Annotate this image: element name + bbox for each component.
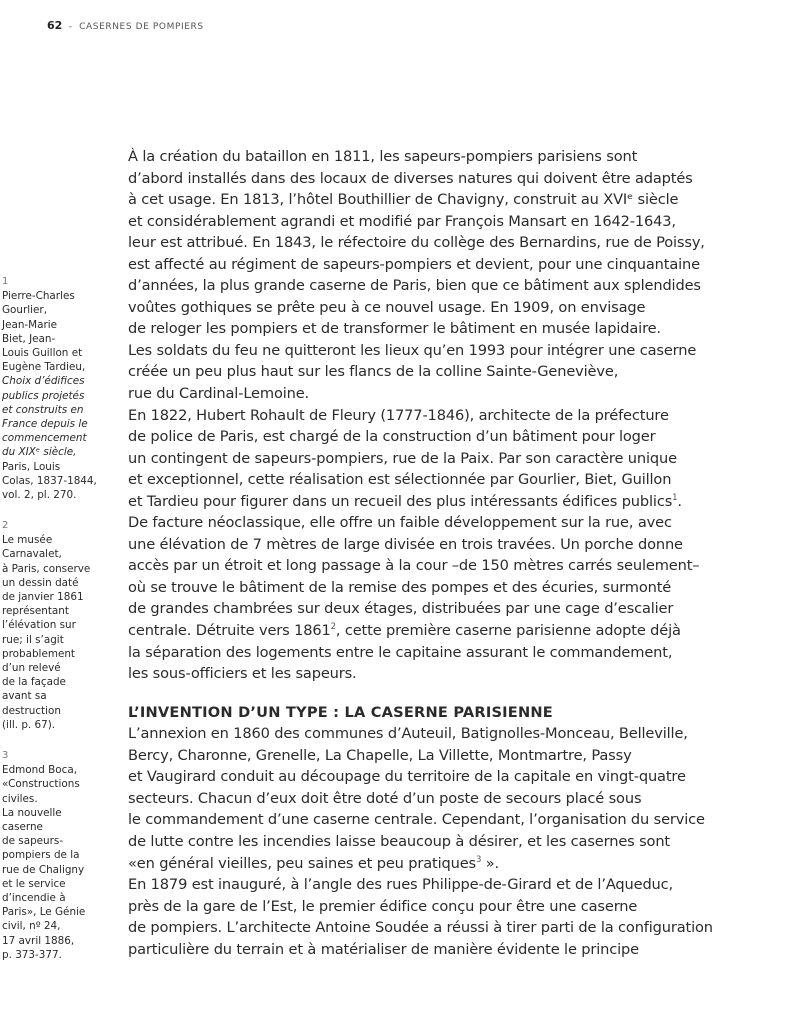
text-line: de grandes chambrées sur deux étages, distribuées par une cage d’escalier — [128, 600, 674, 618]
footnote-line: d’un relevé — [2, 662, 61, 675]
text-run: «en général vieilles, peu saines et peu pratiques — [128, 854, 476, 872]
paragraph-3 — [128, 723, 768, 874]
footnote-line: Jean-Marie — [2, 318, 58, 331]
text-line: une élévation de 7 mètres de large divisée en trois travées. Un porche donne — [128, 535, 683, 553]
text-line: particulière du terrain et à matérialiser de manière évidente le principe — [128, 940, 639, 958]
footnote-line: et le service — [2, 877, 66, 890]
text-line: À la création du bataillon en 1811, les sapeurs-pompiers parisiens sont — [128, 148, 638, 165]
text-line: et Vaugirard conduit au découpage du territoire de la capitale en vingt-quatre — [128, 768, 686, 786]
footnote-line: commencement — [2, 432, 87, 445]
text-line: L’annexion en 1860 des communes d’Auteuil, Batignolles-Monceau, Belleville, — [128, 725, 688, 743]
text-line: En 1822, Hubert Rohault de Fleury (1777-1846), architecte de la préfecture — [128, 406, 669, 424]
text-line: Les soldats du feu ne quitteront les lieux qu’en 1993 pour intégrer une caserne — [128, 341, 697, 359]
text-line: rue du Cardinal-Lemoine. — [128, 385, 310, 403]
text-run: centrale. Détruite vers 1861 — [128, 622, 331, 640]
footnote-line: Edmond Boca, — [2, 764, 77, 777]
footnote-line: Louis Guillon et — [2, 347, 83, 360]
text-line-footnote-1 — [128, 491, 768, 513]
page-number: 62 — [47, 19, 63, 32]
text-run: . — [677, 492, 682, 510]
footnote-line: pompiers de la — [2, 849, 80, 862]
section-heading: L’INVENTION D’UN TYPE : LA CASERNE PARISIENNE — [128, 703, 553, 721]
footnote-line: représentant — [2, 605, 69, 618]
footnote-number: 1 — [2, 276, 9, 287]
footnote-line: Paris, Louis — [2, 460, 61, 473]
footnote-line: Colas, 1837-1844, — [2, 474, 97, 487]
text-line: est affecté au régiment de sapeurs-pompiers et devient, pour une cinquantaine — [128, 255, 700, 273]
footnote-line: «Constructions — [2, 778, 80, 791]
text-line: leur est attribué. En 1843, le réfectoire du collège des Bernardins, rue de Poissy, — [128, 234, 705, 252]
text-line: de reloger les pompiers et de transformer le bâtiment en musée lapidaire. — [128, 320, 661, 338]
paragraph-2-lines-cont — [128, 512, 768, 620]
main-text-column — [128, 146, 768, 960]
footnote-line: du XIXᵉ siècle, — [2, 446, 77, 459]
text-line: De facture néoclassique, elle offre un faible développement sur la rue, avec — [128, 514, 672, 532]
footnote-line: Le musée — [2, 534, 53, 547]
text-line: la séparation des logements entre le capitaine assurant le commandement, — [128, 643, 673, 661]
text-line: de pompiers. L’architecte Antoine Soudée a réussi à tirer parti de la configuration — [128, 919, 713, 937]
text-run: et Tardieu pour figurer dans un recueil des plus intéressants édifices publics — [128, 492, 673, 510]
footnote-line: de janvier 1861 — [2, 591, 84, 604]
running-head-separator: - — [68, 22, 73, 32]
footnote-line: caserne — [2, 821, 43, 834]
text-line: près de la gare de l’Est, le premier édifice conçu pour être une caserne — [128, 897, 638, 915]
text-line: le commandement d’une caserne centrale. Cependant, l’organisation du service — [128, 811, 705, 829]
footnote-line: La nouvelle — [2, 806, 62, 819]
footnote-line: vol. 2, pl. 270. — [2, 489, 77, 502]
footnote-line: Choix d’édifices — [2, 375, 85, 388]
footnote-line: un dessin daté — [2, 576, 79, 589]
footnote-line: France depuis le — [2, 418, 88, 431]
footnote-line: publics projetés — [2, 389, 85, 402]
footnote-number: 2 — [2, 520, 9, 531]
footnote-line: 17 avril 1886, — [2, 934, 75, 947]
text-line: d’années, la plus grande caserne de Paris, bien que ce bâtiment aux splendides — [128, 277, 701, 295]
text-line-footnote-2 — [128, 620, 768, 642]
paragraph-2-lines — [128, 405, 768, 491]
footnote-line: Carnavalet, — [2, 548, 62, 561]
text-line: où se trouve le bâtiment de la remise des pompes et des écuries, surmonté — [128, 578, 672, 596]
footnote-line: d’incendie à — [2, 892, 66, 905]
text-line: Bercy, Charonne, Grenelle, La Chapelle, La Villette, Montmartre, Passy — [128, 746, 632, 764]
footnote-line: destruction — [2, 704, 61, 717]
footnote-3 — [2, 749, 85, 962]
text-run: , cette première caserne parisienne adopte déjà — [335, 622, 681, 640]
text-line: et exceptionnel, cette réalisation est sélectionnée par Gourlier, Biet, Guillon — [128, 471, 672, 489]
paragraph-1 — [128, 146, 768, 405]
paragraph-3-lines — [128, 723, 768, 852]
paragraph-2 — [128, 405, 768, 685]
footnote-ref-2[interactable]: 2 — [330, 622, 336, 633]
footnote-line: à Paris, conserve — [2, 562, 91, 575]
text-line: créée un peu plus haut sur les flancs de la colline Sainte-Geneviève, — [128, 363, 619, 381]
footnote-line: p. 373-377. — [2, 948, 62, 961]
footnote-line: et construits en — [2, 403, 84, 416]
footnote-line: avant sa — [2, 690, 47, 703]
running-head-title: CASERNES DE POMPIERS — [79, 22, 204, 32]
text-line: voûtes gothiques se prête peu à ce nouvel usage. En 1909, on envisage — [128, 298, 646, 316]
footnote-line: l’élévation sur — [2, 619, 76, 632]
text-line: un contingent de sapeurs-pompiers, rue de la Paix. Par son caractère unique — [128, 449, 677, 467]
footnote-line: de sapeurs- — [2, 835, 64, 848]
running-head — [47, 19, 204, 32]
footnote-2 — [2, 519, 90, 732]
text-line: de lutte contre les incendies laisse beaucoup à désirer, et les casernes sont — [128, 832, 671, 850]
footnote-1 — [2, 275, 97, 502]
footnote-line: rue de Chaligny — [2, 863, 85, 876]
text-line: En 1879 est inauguré, à l’angle des rues Philippe-de-Girard et de l’Aqueduc, — [128, 876, 674, 894]
footnote-line: Eugène Tardieu, — [2, 361, 86, 374]
text-run: ». — [481, 854, 500, 872]
text-line: de police de Paris, est chargé de la construction d’un bâtiment pour loger — [128, 428, 656, 446]
paragraph-4 — [128, 874, 768, 960]
footnote-line: Paris», Le Génie — [2, 906, 86, 919]
footnote-line: (ill. p. 67). — [2, 718, 56, 731]
footnote-line: Gourlier, — [2, 304, 48, 317]
text-line: secteurs. Chacun d’eux doit être doté d’un poste de secours placé sous — [128, 789, 642, 807]
footnote-line: rue; il s’agit — [2, 633, 64, 646]
footnote-line: de la façade — [2, 676, 66, 689]
text-line: à cet usage. En 1813, l’hôtel Bouthillier de Chavigny, construit au XVIᵉ siècle — [128, 191, 679, 209]
footnote-line: Biet, Jean- — [2, 332, 56, 345]
text-line: et considérablement agrandi et modifié par François Mansart en 1642-1643, — [128, 212, 676, 230]
text-line: accès par un étroit et long passage à la cour –de 150 mètres carrés seulement– — [128, 557, 700, 575]
text-line: les sous-officiers et les sapeurs. — [128, 665, 357, 683]
footnote-number: 3 — [2, 750, 9, 761]
footnote-line: Pierre-Charles — [2, 290, 75, 303]
footnote-ref-1[interactable]: 1 — [672, 492, 678, 503]
footnote-line: civil, nº 24, — [2, 920, 61, 933]
text-line: d’abord installés dans des locaux de diverses natures qui doivent être adaptés — [128, 169, 693, 187]
footnote-line: probablement — [2, 647, 76, 660]
paragraph-2-lines-end — [128, 642, 768, 685]
footnote-ref-3[interactable]: 3 — [476, 854, 482, 865]
footnote-line: civiles. — [2, 792, 38, 805]
text-line-footnote-3 — [128, 853, 768, 875]
